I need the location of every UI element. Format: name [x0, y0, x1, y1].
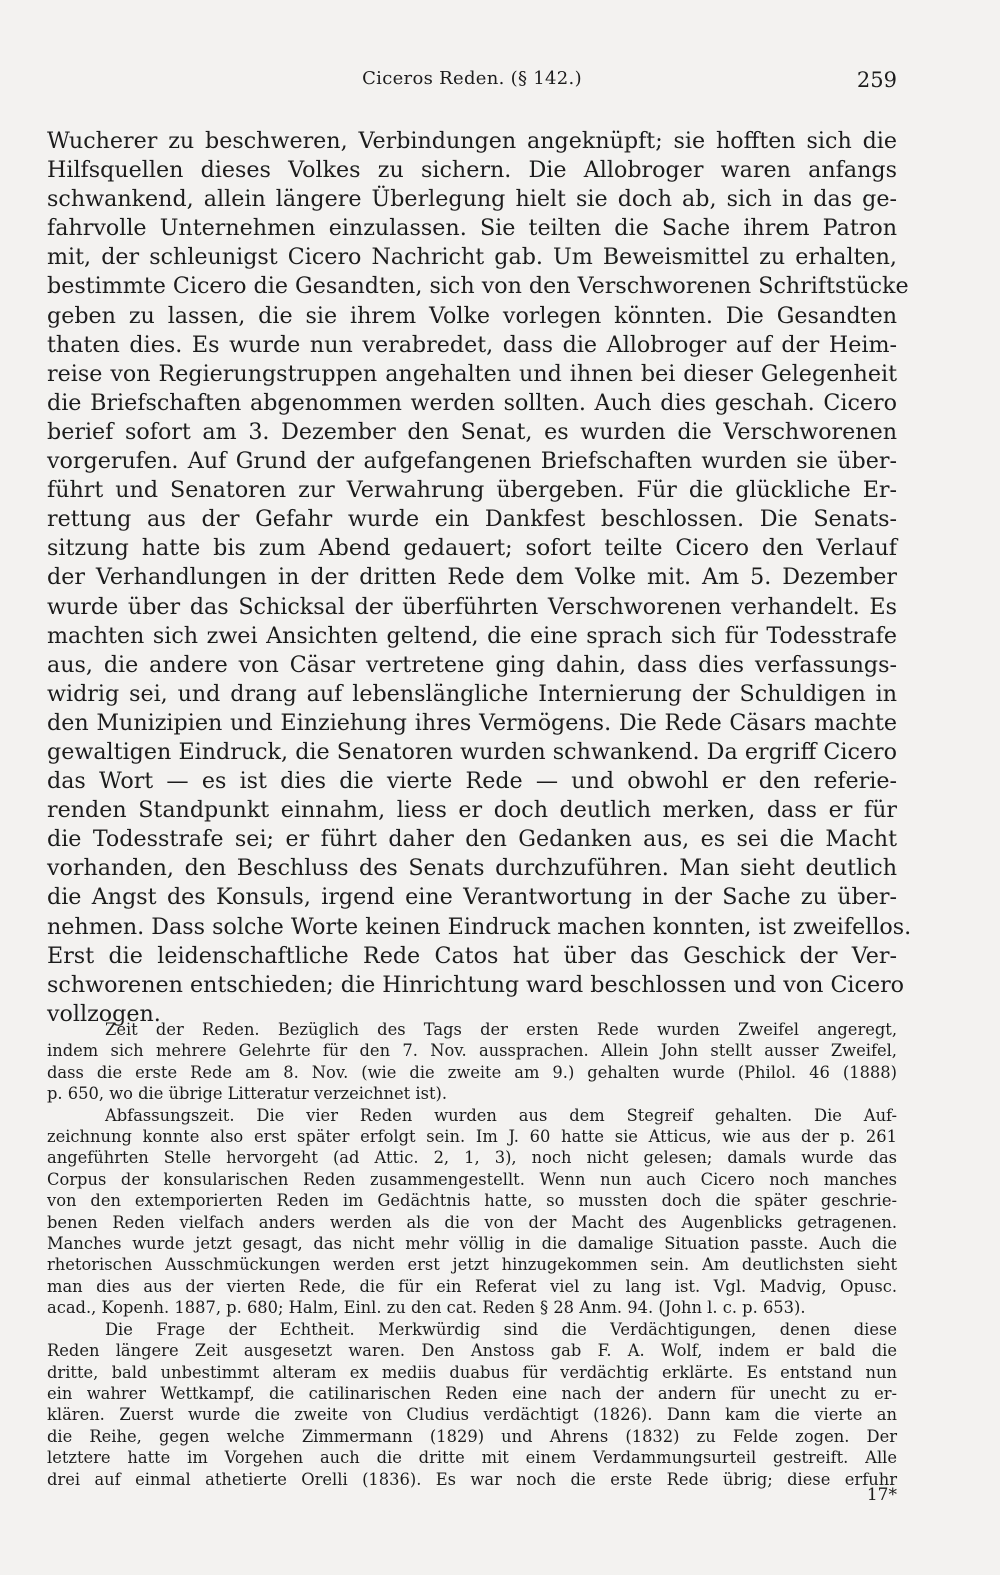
text-line: geben zu lassen, die sie ihrem Volke vorlegen könnten. Die Gesandten [47, 302, 897, 329]
page-number: 259 [856, 68, 897, 92]
text-line: widrig sei, und drang auf lebenslängliche Internierung der Schuldigen in [47, 680, 897, 707]
note-line: von den extemporierten Reden im Gedächtnis hatte, so mussten doch die später geschrie- [47, 1191, 897, 1211]
text-line: aus, die andere von Cäsar vertretene ging dahin, dass dies verfassungs- [47, 651, 897, 678]
text-line: die Briefschaften abgenommen werden sollten. Auch dies geschah. Cicero [47, 389, 897, 416]
text-line: sitzung hatte bis zum Abend gedauert; sofort teilte Cicero den Verlauf [47, 535, 897, 562]
note-line: rhetorischen Ausschmückungen werden erst jetzt hinzugekommen sein. Am deutlichsten sieht [47, 1255, 897, 1275]
text-line: die Angst des Konsuls, irgend eine Verantwortung in der Sache zu über- [47, 884, 897, 911]
text-line: vorhanden, den Beschluss des Senats durchzuführen. Man sieht deutlich [47, 855, 897, 882]
text-line: das Wort — es ist dies die vierte Rede — und obwohl er den referie- [47, 768, 897, 795]
note-line: die Reihe, gegen welche Zimmermann (1829) und Ahrens (1832) zu Felde zogen. Der [47, 1426, 897, 1446]
note-frage-der-echtheit [47, 1319, 897, 1490]
note-line: Manches wurde jetzt gesagt, das nicht mehr völlig in die damalige Situation passte. Auch die [47, 1234, 897, 1254]
note-line: Die Frage der Echtheit. Merkwürdig sind die Verdächtigungen, denen diese [105, 1319, 897, 1339]
text-line: den Munizipien und Einziehung ihres Vermögens. Die Rede Cäsars machte [47, 709, 897, 736]
note-line: Abfassungszeit. Die vier Reden wurden aus dem Stegreif gehalten. Die Auf- [105, 1105, 897, 1125]
text-line: führt und Senatoren zur Verwahrung übergeben. Für die glückliche Er- [47, 477, 897, 504]
note-line: indem sich mehrere Gelehrte für den 7. Nov. aussprachen. Allein John stellt ausser Zweifel, [47, 1041, 897, 1061]
text-line: schworenen entschieden; die Hinrichtung ward beschlossen und von Cicero [47, 971, 905, 998]
text-line: fahrvolle Unternehmen einzulassen. Sie teilten die Sache ihrem Patron [47, 215, 897, 242]
note-line: Zeit der Reden. Bezüglich des Tags der ersten Rede wurden Zweifel angeregt, [105, 1020, 897, 1039]
text-line: die Todesstrafe sei; er führt daher den Gedanken aus, es sei die Macht [47, 826, 897, 853]
text-line: der Verhandlungen in der dritten Rede dem Volke mit. Am 5. Dezember [47, 564, 897, 591]
notes-section [47, 1019, 897, 1490]
note-line: drei auf einmal athetierte Orelli (1836). Es war noch die erste Rede übrig; diese erfuhr [47, 1469, 897, 1489]
running-head: Ciceros Reden. (§ 142.) [362, 68, 582, 89]
text-line: reise von Regierungstruppen angehalten und ihnen bei dieser Gelegenheit [47, 360, 897, 387]
note-line: zeichnung konnte also erst später erfolgt sein. Im J. 60 hatte sie Atticus, wie aus der p. 261 [47, 1127, 897, 1147]
text-line: vorgerufen. Auf Grund der aufgefangenen Briefschaften wurden sie über- [47, 448, 897, 475]
note-line: p. 650, wo die übrige Litteratur verzeichnet ist). [47, 1084, 448, 1104]
note-line: benen Reden vielfach anders werden als die von der Macht des Augenblicks getragenen. [47, 1212, 897, 1232]
note-line: acad., Kopenh. 1887, p. 680; Halm, Einl. zu den cat. Reden § 28 Anm. 94. (John l. c. p. 653). [47, 1298, 806, 1318]
text-line: mit, der schleunigst Cicero Nachricht gab. Um Beweismittel zu erhalten, [47, 244, 897, 271]
text-line: bestimmte Cicero die Gesandten, sich von den Verschworenen Schriftstücke [47, 273, 909, 300]
text-line: machten sich zwei Ansichten geltend, die eine sprach sich für Todesstrafe [47, 622, 897, 649]
note-line: dass die erste Rede am 8. Nov. (wie die zweite am 9.) gehalten wurde (Philol. 46 (1888) [47, 1062, 897, 1082]
note-line: klären. Zuerst wurde die zweite von Cludius verdächtigt (1826). Dann kam die vierte an [47, 1405, 897, 1425]
note-line: Reden längere Zeit ausgesetzt waren. Den Anstoss gab F. A. Wolf, indem er bald die [47, 1341, 897, 1361]
text-line: Hilfsquellen dieses Volkes zu sichern. Die Allobroger waren anfangs [47, 157, 897, 184]
note-line: Corpus der konsularischen Reden zusammengestellt. Wenn nun auch Cicero noch manches [47, 1169, 897, 1189]
note-line: angeführten Stelle hervorgeht (ad Attic. 2, 1, 3), noch nicht gelesen; damals wurde das [47, 1148, 897, 1168]
note-zeit-der-reden [47, 1019, 897, 1105]
text-line: rettung aus der Gefahr wurde ein Dankfest beschlossen. Die Senats- [47, 506, 897, 533]
note-line: ein wahrer Wettkampf, die catilinarischen Reden eine nach der andern für unecht zu er- [47, 1383, 897, 1403]
text-line: Wucherer zu beschweren, Verbindungen angeknüpft; sie hofften sich die [47, 128, 897, 154]
text-line: wurde über das Schicksal der überführten Verschworenen verhandelt. Es [47, 593, 897, 620]
note-abfassungszeit [47, 1105, 897, 1319]
text-line: berief sofort am 3. Dezember den Senat, es wurden die Verschworenen [47, 418, 897, 445]
page-header [47, 68, 897, 100]
text-line: Erst die leidenschaftliche Rede Catos hat über das Geschick der Ver- [47, 942, 897, 969]
note-line: dritte, bald unbestimmt alteram ex mediis duabus für verdächtig erklärte. Es entstand nun [47, 1362, 897, 1382]
text-line: renden Standpunkt einnahm, liess er doch deutlich merken, dass er für [47, 797, 897, 824]
signature-mark: 17* [866, 1485, 897, 1505]
note-line: letztere hatte im Vorgehen auch die dritte mit einem Verdammungsurteil gestreift. Alle [47, 1448, 897, 1468]
text-line: gewaltigen Eindruck, die Senatoren wurden schwankend. Da ergriff Cicero [47, 738, 897, 765]
text-line: vollzogen. [47, 1000, 161, 1027]
text-line: thaten dies. Es wurde nun verabredet, dass die Allobroger auf der Heim- [47, 331, 897, 358]
main-paragraph [47, 127, 912, 1029]
text-line: schwankend, allein längere Überlegung hielt sie doch ab, sich in das ge- [47, 186, 897, 213]
text-line: nehmen. Dass solche Worte keinen Eindruck machen konnten, ist zweifellos. [47, 913, 912, 940]
note-line: man dies aus der vierten Rede, die für ein Referat viel zu lang ist. Vgl. Madvig, Opusc. [47, 1276, 897, 1296]
